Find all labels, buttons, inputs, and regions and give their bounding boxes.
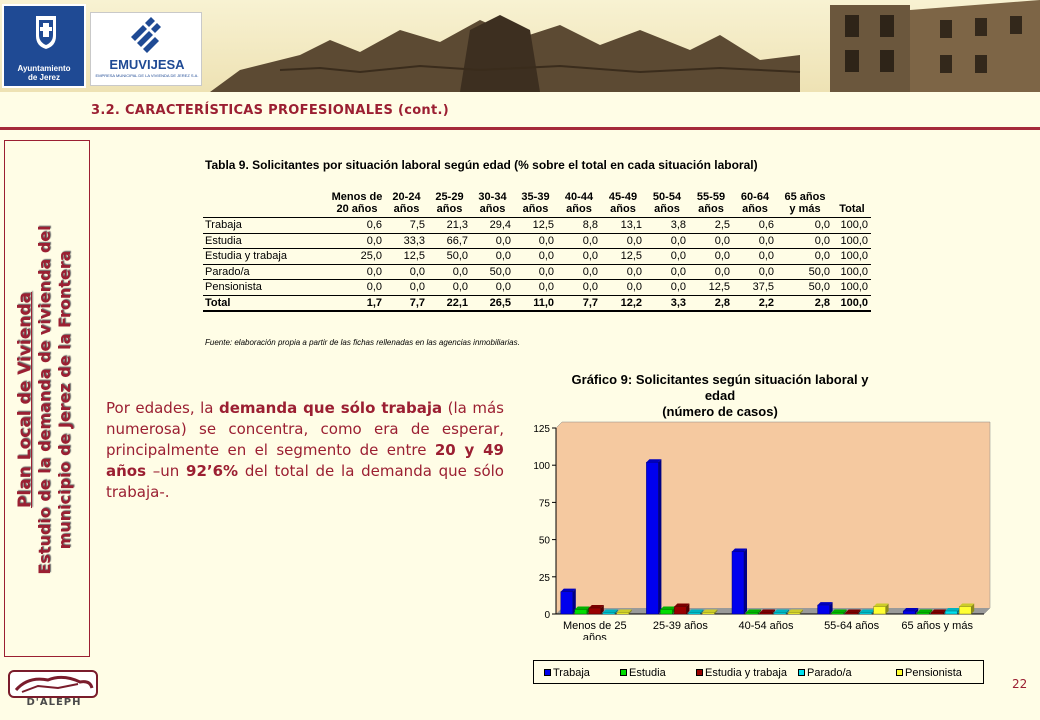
table-row-label: Total xyxy=(203,295,329,311)
x-category-label: años xyxy=(582,632,607,640)
highlight-demand: demanda que sólo trabaja xyxy=(219,399,443,417)
table-cell: 0,0 xyxy=(557,264,601,280)
table-cell: 0,0 xyxy=(385,264,428,280)
table-header-row xyxy=(203,191,871,218)
bar xyxy=(660,610,672,614)
bar xyxy=(674,607,686,614)
table-header-cell: 45-49 años xyxy=(601,191,645,218)
ayuntamiento-logo xyxy=(2,4,86,88)
table-cell: 0,0 xyxy=(777,233,833,249)
legend-item xyxy=(544,667,590,679)
table-cell: 66,7 xyxy=(428,233,471,249)
bar xyxy=(959,607,971,614)
table-cell: 7,5 xyxy=(385,218,428,234)
highlight-percentage: 92’6% xyxy=(186,462,239,480)
table-cell: 100,0 xyxy=(833,280,871,296)
emuvijesa-name: EMUVIJESA xyxy=(109,57,185,72)
bar xyxy=(760,613,772,614)
table-row xyxy=(203,249,871,265)
bar xyxy=(746,613,758,614)
legend-label: Parado/a xyxy=(807,667,852,679)
bar xyxy=(732,552,744,614)
table-cell: 3,3 xyxy=(645,295,689,311)
legend-swatch xyxy=(620,669,627,676)
table-cell: 50,0 xyxy=(777,264,833,280)
table-cell: 29,4 xyxy=(471,218,514,234)
table-header-cell: Total xyxy=(833,191,871,218)
table-cell: 33,3 xyxy=(385,233,428,249)
section-title: 3.2. CARACTERÍSTICAS PROFESIONALES (cont.) xyxy=(91,103,449,118)
table-row-label: Estudia y trabaja xyxy=(203,249,329,265)
table-source-note: Fuente: elaboración propia a partir de las fichas rellenadas en las agencias inmobiliarias. xyxy=(205,338,520,347)
table-row-label: Pensionista xyxy=(203,280,329,296)
table-cell: 0,0 xyxy=(329,233,385,249)
data-table xyxy=(203,191,871,312)
emuvijesa-subtitle: EMPRESA MUNICIPAL DE LA VIVIENDA DE JEREZ S.A. xyxy=(95,73,199,78)
emuvijesa-mark-icon xyxy=(129,17,165,55)
table-cell: 0,0 xyxy=(777,218,833,234)
table-cell: 50,0 xyxy=(471,264,514,280)
table-cell: 3,8 xyxy=(645,218,689,234)
table-title: Tabla 9. Solicitantes por situación laboral según edad (% sobre el total en cada situación laboral) xyxy=(205,158,758,172)
table-cell: 100,0 xyxy=(833,218,871,234)
table-cell: 2,5 xyxy=(689,218,733,234)
table-row xyxy=(203,218,871,234)
table-cell: 21,3 xyxy=(428,218,471,234)
table-cell: 26,5 xyxy=(471,295,514,311)
table-cell: 0,0 xyxy=(689,264,733,280)
x-category-label: Menos de 25 xyxy=(562,620,627,632)
table-cell: 0,0 xyxy=(777,249,833,265)
table-header-cell: 50-54 años xyxy=(645,191,689,218)
table-row-label: Parado/a xyxy=(203,264,329,280)
table-header-cell: 60-64 años xyxy=(733,191,777,218)
table-cell: 0,6 xyxy=(329,218,385,234)
table-cell: 0,0 xyxy=(471,280,514,296)
bar xyxy=(575,610,587,614)
table-cell: 0,0 xyxy=(514,233,557,249)
table-header-cell: 30-34 años xyxy=(471,191,514,218)
legend-label: Trabaja xyxy=(553,667,590,679)
table-cell: 0,0 xyxy=(645,280,689,296)
table-cell: 0,0 xyxy=(689,233,733,249)
table-cell: 12,5 xyxy=(514,218,557,234)
legend-swatch xyxy=(696,669,703,676)
title-divider xyxy=(0,127,1040,130)
table-row xyxy=(203,295,871,311)
legend-item xyxy=(620,667,666,679)
x-category-label: 25-39 años xyxy=(652,620,708,632)
table-cell: 0,0 xyxy=(514,249,557,265)
table-cell: 0,0 xyxy=(601,264,645,280)
table-cell: 12,5 xyxy=(385,249,428,265)
y-tick-label: 50 xyxy=(538,535,550,547)
legend-label: Estudia y trabaja xyxy=(705,667,787,679)
table-cell: 0,0 xyxy=(689,249,733,265)
table-cell: 0,0 xyxy=(329,264,385,280)
y-tick-label: 125 xyxy=(533,424,550,435)
table-cell: 12,5 xyxy=(689,280,733,296)
table-cell: 0,0 xyxy=(557,280,601,296)
bar xyxy=(788,613,800,614)
legend-item xyxy=(798,667,852,679)
legend-swatch xyxy=(896,669,903,676)
bar-side xyxy=(744,549,747,614)
table-cell: 2,2 xyxy=(733,295,777,311)
table-cell: 0,0 xyxy=(601,280,645,296)
highlight-age-range: 20 y 49 años xyxy=(106,441,504,480)
table-header-cell xyxy=(203,191,329,218)
header-banner xyxy=(0,0,1040,92)
chart-title-line1: Gráfico 9: Solicitantes según situación laboral y edad xyxy=(571,372,869,403)
bar xyxy=(603,613,615,614)
table-cell: 2,8 xyxy=(689,295,733,311)
bar xyxy=(617,613,629,614)
y-tick-label: 0 xyxy=(544,610,550,621)
ayuntamiento-logo-line2: de Jerez xyxy=(27,73,61,82)
table-cell: 7,7 xyxy=(385,295,428,311)
bar xyxy=(589,608,601,614)
bar xyxy=(846,613,858,614)
table-cell: 100,0 xyxy=(833,295,871,311)
page-number: 22 xyxy=(1012,677,1028,691)
table-cell: 0,0 xyxy=(645,249,689,265)
table-cell: 22,1 xyxy=(428,295,471,311)
table-cell: 7,7 xyxy=(557,295,601,311)
table-cell: 0,0 xyxy=(428,264,471,280)
table-row xyxy=(203,264,871,280)
bar xyxy=(818,605,830,614)
bar xyxy=(774,613,786,614)
table-cell: 8,8 xyxy=(557,218,601,234)
table-cell: 0,0 xyxy=(514,280,557,296)
table-header-cell: 35-39 años xyxy=(514,191,557,218)
vertical-document-title xyxy=(15,145,75,655)
bar xyxy=(646,462,658,614)
table-cell: 50,0 xyxy=(777,280,833,296)
bar xyxy=(688,613,700,614)
table-cell: 12,5 xyxy=(601,249,645,265)
y-tick-label: 100 xyxy=(533,461,550,473)
table-body xyxy=(203,218,871,311)
table-cell: 0,0 xyxy=(557,249,601,265)
table-cell: 0,0 xyxy=(733,249,777,265)
table-cell: 50,0 xyxy=(428,249,471,265)
vertical-title-line2: Estudio de la demanda de vivienda del xyxy=(35,225,54,575)
table-cell: 0,0 xyxy=(329,280,385,296)
daleph-logo-text: D'ALEPH xyxy=(26,697,82,708)
bar xyxy=(832,613,844,614)
table-row-label: Trabaja xyxy=(203,218,329,234)
table-cell: 0,0 xyxy=(385,280,428,296)
table-header-cell: 25-29 años xyxy=(428,191,471,218)
x-category-label: 65 años y más xyxy=(901,620,973,632)
table-cell: 1,7 xyxy=(329,295,385,311)
y-tick-label: 75 xyxy=(538,498,550,510)
vertical-title-line1: Plan Local de Vivienda xyxy=(15,291,35,509)
legend-label: Pensionista xyxy=(905,667,962,679)
table-cell: 13,1 xyxy=(601,218,645,234)
table-cell: 25,0 xyxy=(329,249,385,265)
table-cell: 0,0 xyxy=(471,249,514,265)
table-cell: 0,0 xyxy=(471,233,514,249)
plot-area xyxy=(556,422,990,614)
y-tick-label: 25 xyxy=(538,572,550,584)
bar xyxy=(702,613,714,614)
table-header-cell: 40-44 años xyxy=(557,191,601,218)
table-cell: 0,6 xyxy=(733,218,777,234)
table-cell: 37,5 xyxy=(733,280,777,296)
bar-side xyxy=(658,459,661,614)
table-cell: 0,0 xyxy=(601,233,645,249)
table-cell: 0,0 xyxy=(645,233,689,249)
bar xyxy=(945,611,957,614)
bar xyxy=(903,611,915,614)
ayuntamiento-logo-line1: Ayuntamiento xyxy=(17,64,71,73)
bar xyxy=(931,613,943,614)
legend-swatch xyxy=(798,669,805,676)
legend-swatch xyxy=(544,669,551,676)
legend-label: Estudia xyxy=(629,667,666,679)
bar xyxy=(917,613,929,614)
bar xyxy=(561,592,573,614)
table-header-cell: 55-59 años xyxy=(689,191,733,218)
table-cell: 100,0 xyxy=(833,249,871,265)
table-cell: 0,0 xyxy=(645,264,689,280)
chart-title-line2: (número de casos) xyxy=(662,404,778,419)
table-cell: 0,0 xyxy=(557,233,601,249)
table-cell: 100,0 xyxy=(833,233,871,249)
table-cell: 0,0 xyxy=(514,264,557,280)
emuvijesa-logo xyxy=(90,12,202,86)
table-header-cell: 20-24 años xyxy=(385,191,428,218)
legend-item xyxy=(896,667,962,679)
table-cell: 11,0 xyxy=(514,295,557,311)
table-header-cell: Menos de 20 años xyxy=(329,191,385,218)
table-cell: 12,2 xyxy=(601,295,645,311)
table-row xyxy=(203,280,871,296)
chart-legend xyxy=(533,660,984,684)
bar-chart xyxy=(520,410,1000,640)
bar xyxy=(874,607,886,614)
table-cell: 2,8 xyxy=(777,295,833,311)
legend-item xyxy=(696,667,787,679)
table-cell: 0,0 xyxy=(428,280,471,296)
bar xyxy=(860,613,872,614)
x-category-label: 40-54 años xyxy=(738,620,794,632)
vertical-title-line3: municipio de Jerez de la Frontera xyxy=(55,250,74,550)
table-cell: 0,0 xyxy=(733,264,777,280)
table-row xyxy=(203,233,871,249)
x-category-label: 55-64 años xyxy=(824,620,880,632)
table-row-label: Estudia xyxy=(203,233,329,249)
body-paragraph: Por edades, la demanda que sólo trabaja (la más numerosa) se concentra, como era de esperar, principalmente en el segmento de entre 20 y 49 años –un 92’6% del total de la demanda que sólo trabaja-. xyxy=(106,399,504,501)
table-header-cell: 65 años y más xyxy=(777,191,833,218)
crest-icon xyxy=(34,14,58,50)
table-cell: 100,0 xyxy=(833,264,871,280)
table-cell: 0,0 xyxy=(733,233,777,249)
